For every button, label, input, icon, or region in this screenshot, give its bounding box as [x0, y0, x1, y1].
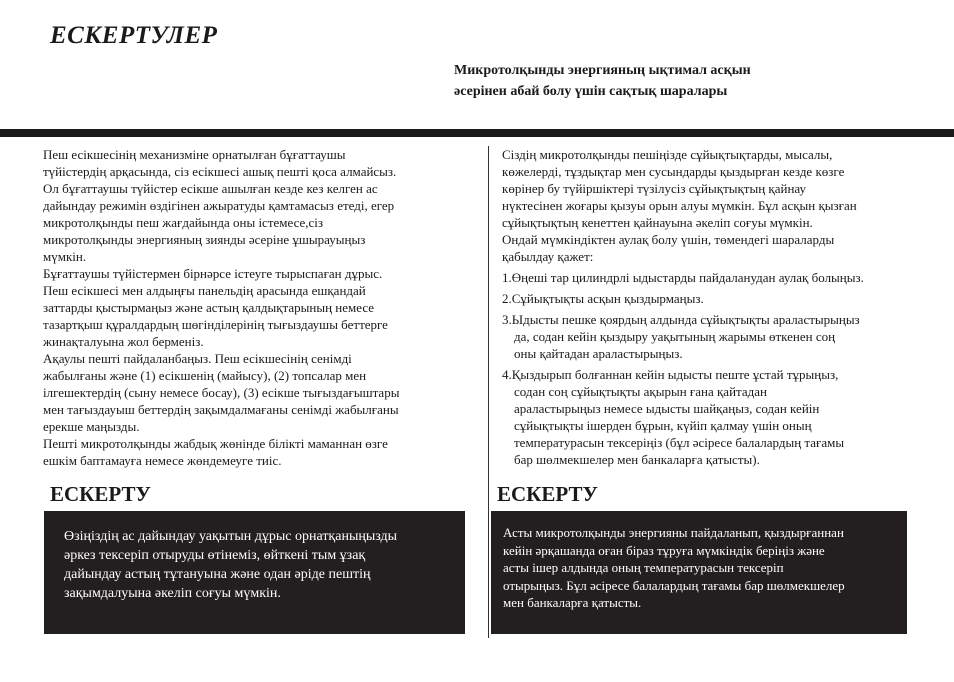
warning-line: мен банкаларға қатысты.: [503, 595, 642, 610]
text-line: ешкім баптамауға немесе жөндемеуге тиіс.: [43, 453, 282, 468]
warning-line: асты ішер алдында оның температурасын тексеріп: [503, 560, 784, 575]
text-line: 3.Ыдысты пешке қоярдың алдында сұйықтықты араластырыңыз: [502, 312, 860, 327]
text-line: мен тағыздауыш беттердің зақымдалмағаны сенімді жабылғаны: [43, 402, 399, 417]
text-line: микротолқынды энергияның зиянды әсеріне ұшырауыңыз: [43, 232, 366, 247]
text-line: Пешті микротолқынды жабдық жөнінде білікті маманнан өзге: [43, 436, 388, 451]
right-column-text: [502, 146, 932, 468]
warning-line: кейін әрқашанда оған біраз тұруға мүмкіндік беріңіз және: [503, 542, 825, 558]
text-line: 4.Қыздырып болғаннан кейін ыдысты пеште ұстай тұрыңыз,: [502, 367, 839, 382]
warning-heading-right: ЕСКЕРТУ: [497, 482, 598, 506]
text-line: да, содан кейін қыздыру уақытының жарымы өткенен соң: [514, 329, 836, 344]
page-title: ЕСКЕРТУЛЕР: [50, 22, 218, 49]
warning-line: дайындау астың тұтануына және одан әріде пештің: [64, 567, 371, 582]
text-line: бар шөлмекшелер мен банкаларға қатысты).: [514, 452, 760, 467]
text-line: Пеш есікшесінің механизміне орнатылған бұғаттаушы: [43, 147, 346, 162]
left-column-text: [43, 146, 468, 469]
warning-box-left: [44, 511, 465, 634]
text-line: температурасын тексеріңіз (бұл әсіресе балалардың тағамы: [514, 435, 845, 450]
text-line: Бұғаттаушы түйістермен бірнәрсе істеуге тырыспаған дұрыс.: [43, 266, 383, 281]
list-item: [502, 311, 932, 362]
intro-paragraph: [502, 146, 932, 265]
text-line: көрінер бу түйіршіктері түзілусіз сұйықтықтың қайнау: [502, 181, 807, 196]
warning-line: Асты микротолқынды энергияны пайдаланып, қыздырғаннан: [503, 525, 844, 540]
warning-line: әркез тексеріп отыруды өтінеміз, өйткені тым ұзақ: [64, 548, 366, 563]
text-line: сұйықтықтың кенеттен қайнауына әкеліп соғуы мүмкін.: [502, 215, 813, 230]
list-item: [502, 366, 932, 468]
text-line: заттарды қыстырмаңыз және астың қалдықтарының немесе: [43, 300, 375, 315]
text-line: 2.Сұйықтықты асқын қыздырмаңыз.: [502, 291, 704, 306]
text-line: Пеш есікшесі мен алдыңғы панельдің арасында ешқандай: [43, 283, 366, 298]
warning-line: отырыңыз. Бұл әсіресе балалардың тағамы бар шөлмекшелер: [503, 577, 845, 593]
subtitle-line: Микротолқынды энергияның ықтимал асқын: [454, 63, 751, 78]
list-item: [502, 269, 932, 286]
text-line: Сіздің микротолқынды пешіңізде сұйықтықтарды, мысалы,: [502, 147, 833, 162]
text-line: ерекше маңызды.: [43, 419, 140, 434]
text-line: 1.Өңеші тар цилиндрлі ыдыстарды пайдаланудан аулақ болыңыз.: [502, 270, 864, 285]
column-divider: [488, 146, 489, 638]
text-line: содан соң сұйықтықты ақырын ғана қайтадан: [514, 384, 767, 399]
text-line: жабылғаны және (1) есікшенің (майысу), (2) топсалар мен: [43, 368, 367, 383]
text-line: нүктесінен жоғары қызуы орын алуы мүмкін. Бұл асқын қызған: [502, 198, 857, 213]
text-line: көжелерді, тұздықтар мен сусындарды қыздырған кезде көзге: [502, 164, 845, 179]
text-line: жинақталуына жол берменіз.: [43, 334, 204, 349]
text-line: тазартқыш құралдардың шөгінділерінің тығыздаушы беттерге: [43, 317, 388, 332]
text-line: сұйықтықты ішерден бұрын, күйіп қалмау үшін оның: [514, 418, 812, 433]
warning-line: Өзіңіздің ас дайындау уақытын дұрыс орнатқаныңызды: [64, 529, 398, 544]
warning-heading-left: ЕСКЕРТУ: [50, 482, 151, 506]
text-line: оны қайтадан араластырыңыз.: [514, 346, 683, 361]
text-line: Ондай мүмкіндіктен аулақ болу үшін, төмендегі шараларды: [502, 232, 835, 247]
text-line: Ақаулы пешті пайдаланбаңыз. Пеш есікшесінің сенімді: [43, 351, 352, 366]
text-line: қабылдау қажет:: [502, 249, 594, 264]
warning-box-right: [491, 511, 907, 634]
header-divider: [0, 129, 954, 137]
list-item: [502, 290, 932, 307]
text-line: түйістердің арқасында, сіз есікшесі ашық пешті қоса алмайсыз.: [43, 164, 397, 179]
precaution-list: [502, 269, 932, 468]
text-line: араластырыңыз немесе ыдысты шайқаңыз, содан кейін: [514, 401, 820, 416]
text-line: микротолқынды пеш жағдайында оны істемесе,сіз: [43, 215, 324, 230]
text-line: ілгешектердің (сыну немесе босау), (3) есікше тығыздағыштары: [43, 385, 400, 400]
text-line: дайындау режимін өздігінен ажыратуды қамтамасыз етеді, егер: [43, 198, 395, 213]
warning-line: зақымдалуына әкеліп соғуы мүмкін.: [64, 586, 281, 601]
text-line: мүмкін.: [43, 249, 87, 264]
subtitle-line: әсерінен абай болу үшін сақтық шаралары: [454, 84, 728, 99]
text-line: Ол бұғаттаушы түйістер есікше ашылған кезде кез келген ас: [43, 181, 378, 196]
page-subtitle: [454, 60, 914, 102]
